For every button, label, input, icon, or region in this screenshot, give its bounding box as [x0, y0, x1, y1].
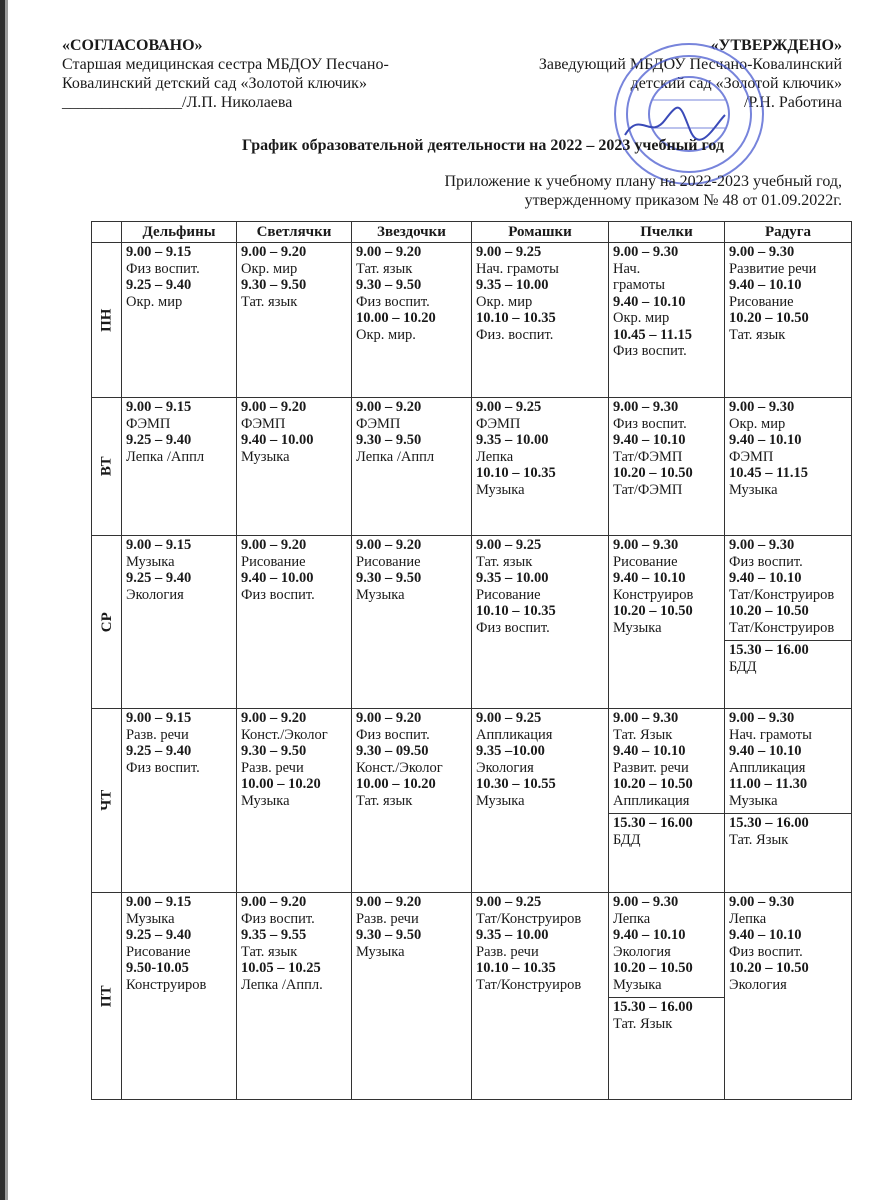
group-header: Пчелки — [609, 222, 725, 243]
activity-name: Музыка — [729, 792, 778, 809]
time-slot: 9.00 – 9.20 — [241, 710, 307, 726]
day-cell — [92, 243, 122, 398]
time-slot: 9.40 – 10.10 — [729, 570, 802, 586]
schedule-cell — [237, 709, 352, 893]
activity-name: Физ воспит. — [356, 293, 430, 310]
activity-name: Физ воспит. — [729, 553, 803, 570]
time-slot: 9.35 – 10.00 — [476, 927, 549, 943]
time-slot: 9.00 – 9.25 — [476, 399, 542, 415]
time-slot: 9.25 – 9.40 — [126, 927, 192, 943]
time-slot: 10.20 – 10.50 — [613, 465, 693, 481]
activity-name: Физ воспит. — [126, 759, 200, 776]
activity-name: Физ воспит. — [241, 586, 315, 603]
activity-name: Тат. Язык — [729, 831, 789, 848]
activity-name: Тат. язык — [241, 293, 298, 310]
activity-name: БДД — [729, 658, 757, 675]
activity-name: Тат/ФЭМП — [613, 481, 683, 498]
activity-name: Музыка — [241, 792, 290, 809]
time-slot: 10.20 – 10.50 — [613, 603, 693, 619]
activity-name: Лепка — [476, 448, 514, 465]
time-slot: 10.00 – 10.20 — [356, 310, 436, 326]
schedule-cell — [352, 709, 472, 893]
schedule-cell — [472, 536, 609, 709]
activity-name: Аппликация — [476, 726, 553, 743]
activity-name: Музыка — [476, 792, 525, 809]
time-slot: 9.25 – 9.40 — [126, 432, 192, 448]
activity-name: Физ. воспит. — [476, 326, 554, 343]
confirmed-title: «УТВЕРЖДЕНО» — [710, 37, 842, 54]
day-cell — [92, 893, 122, 1100]
time-slot: 9.00 – 9.30 — [613, 399, 679, 415]
schedule-cell — [725, 893, 852, 1100]
time-slot: 9.00 – 9.20 — [356, 710, 422, 726]
activity-name: Разв. речи — [476, 943, 539, 960]
approved-line-1: Старшая медицинская сестра МБДОУ Песчано- — [62, 56, 389, 73]
activity-name: Рисование — [241, 553, 306, 570]
time-slot: 10.20 – 10.50 — [729, 960, 809, 976]
table-row — [92, 893, 852, 1100]
time-slot: 9.00 – 9.25 — [476, 894, 542, 910]
activity-name: Окр. мир — [476, 293, 533, 310]
activity-name: Лепка — [729, 910, 767, 927]
table-row — [92, 243, 852, 398]
time-slot: 9.00 – 9.15 — [126, 244, 192, 260]
activity-name: Лепка /Аппл — [126, 448, 205, 465]
activity-name: Физ воспит. — [126, 260, 200, 277]
activity-name: Тат. язык — [356, 792, 413, 809]
time-slot: 9.00 – 9.30 — [729, 710, 795, 726]
activity-name: Нач. грамоты — [476, 260, 559, 277]
time-slot: 9.00 – 9.20 — [241, 244, 307, 260]
activity-name: Музыка — [613, 976, 662, 993]
time-slot: 9.30 – 9.50 — [356, 927, 422, 943]
activity-name: Экология — [613, 943, 671, 960]
activity-name: Физ воспит. — [241, 910, 315, 927]
time-slot: 9.30 – 09.50 — [356, 743, 429, 759]
activity-name: Тат. язык — [241, 943, 298, 960]
day-label: ПТ — [98, 985, 115, 1007]
time-slot: 9.00 – 9.30 — [613, 537, 679, 553]
schedule-cell — [609, 536, 725, 709]
day-cell — [92, 398, 122, 536]
group-header: Светлячки — [237, 222, 352, 243]
extra-session — [725, 813, 851, 848]
day-label: ПН — [98, 308, 115, 332]
activity-name: Музыка — [356, 943, 405, 960]
group-header: Звездочки — [352, 222, 472, 243]
scan-edge-shadow — [5, 0, 8, 1200]
activity-name: Тат. Язык — [613, 726, 673, 743]
time-slot: 9.00 – 9.20 — [241, 399, 307, 415]
time-slot: 9.00 – 9.20 — [241, 537, 307, 553]
appendix-note — [444, 172, 842, 210]
activity-name: Тат/ФЭМП — [613, 448, 683, 465]
time-slot: 9.40 – 10.10 — [613, 570, 686, 586]
activity-name: Физ воспит. — [729, 943, 803, 960]
appendix-line-2: утвержденному приказом № 48 от 01.09.2022г. — [524, 192, 842, 209]
time-slot: 9.50-10.05 — [126, 960, 189, 976]
time-slot: 10.05 – 10.25 — [241, 960, 321, 976]
schedule-cell — [609, 709, 725, 893]
schedule-cell — [609, 243, 725, 398]
time-slot: 9.35 – 10.00 — [476, 432, 549, 448]
extra-session — [609, 997, 724, 1032]
activity-name: Рисование — [476, 586, 541, 603]
time-slot: 10.20 – 10.50 — [613, 776, 693, 792]
time-slot: 9.40 – 10.00 — [241, 570, 314, 586]
activity-name: Лепка /Аппл — [356, 448, 435, 465]
activity-name: Разв. речи — [241, 759, 304, 776]
confirmed-line-1: Заведующий МБДОУ Песчано-Ковалинский — [538, 56, 842, 73]
activity-name: Физ воспит. — [613, 343, 687, 359]
time-slot: 9.40 – 10.10 — [729, 277, 802, 293]
schedule-cell — [237, 398, 352, 536]
time-slot: 9.40 – 10.10 — [613, 927, 686, 943]
extra-session — [609, 813, 724, 848]
activity-name: Экология — [729, 976, 787, 993]
schedule-cell — [725, 536, 852, 709]
activity-name: Физ воспит. — [356, 726, 430, 743]
activity-name: Лепка /Аппл. — [241, 976, 323, 993]
time-slot: 9.00 – 9.20 — [241, 894, 307, 910]
activity-name: ФЭМП — [729, 448, 774, 465]
time-slot: 10.45 – 11.15 — [613, 326, 692, 343]
schedule-cell — [122, 243, 237, 398]
time-slot: 9.00 – 9.30 — [613, 244, 679, 260]
time-slot: 9.35 – 10.00 — [476, 277, 549, 293]
schedule-cell — [237, 536, 352, 709]
day-cell — [92, 709, 122, 893]
time-slot: 10.10 – 10.35 — [476, 603, 556, 619]
activity-name: Лепка — [613, 910, 651, 927]
time-slot: 9.35 –10.00 — [476, 743, 545, 759]
activity-name: Окр. мир. — [356, 326, 416, 343]
activity-name: Развитие речи — [729, 260, 817, 277]
time-slot: 9.00 – 9.25 — [476, 710, 542, 726]
time-slot: 9.00 – 9.20 — [356, 399, 422, 415]
time-slot: 15.30 – 16.00 — [613, 815, 693, 831]
confirmed-line-2: детский сад «Золотой ключик» — [630, 75, 842, 92]
time-slot: 9.00 – 9.25 — [476, 244, 542, 260]
activity-name: Физ воспит. — [476, 619, 550, 636]
activity-name: Разв. речи — [356, 910, 419, 927]
activity-name: Музыка — [241, 448, 290, 465]
time-slot: 9.00 – 9.30 — [729, 244, 795, 260]
schedule-cell — [472, 398, 609, 536]
time-slot: 15.30 – 16.00 — [729, 642, 809, 658]
time-slot: 9.00 – 9.15 — [126, 894, 192, 910]
time-slot: 9.30 – 9.50 — [356, 570, 422, 586]
time-slot: 9.40 – 10.10 — [729, 927, 802, 943]
time-slot: 9.30 – 9.50 — [241, 743, 307, 759]
time-slot: 10.10 – 10.35 — [476, 465, 556, 481]
table-row — [92, 536, 852, 709]
activity-name: Музыка — [126, 553, 175, 570]
schedule-cell — [472, 893, 609, 1100]
activity-name: Разв. речи — [126, 726, 189, 743]
time-slot: 9.40 – 10.10 — [729, 432, 802, 448]
schedule-cell — [352, 243, 472, 398]
group-header: Ромашки — [472, 222, 609, 243]
time-slot: 10.30 – 10.55 — [476, 776, 556, 792]
activity-name: Рисование — [126, 943, 191, 960]
activity-name: Рисование — [729, 293, 794, 310]
time-slot: 9.35 – 10.00 — [476, 570, 549, 586]
time-slot: 9.00 – 9.30 — [613, 894, 679, 910]
activity-name: Музыка — [356, 586, 405, 603]
activity-name: Аппликация — [613, 792, 690, 809]
time-slot: 9.40 – 10.10 — [613, 432, 686, 448]
time-slot: 10.00 – 10.20 — [356, 776, 436, 792]
activity-name: Тат. язык — [729, 326, 786, 343]
activity-name: Тат/Конструиров — [476, 976, 582, 993]
time-slot: 9.00 – 9.20 — [356, 537, 422, 553]
activity-name: Рисование — [356, 553, 421, 570]
time-slot: 15.30 – 16.00 — [613, 999, 693, 1015]
time-slot: 9.25 – 9.40 — [126, 570, 192, 586]
activity-name: Аппликация — [729, 759, 806, 776]
schedule-cell — [352, 893, 472, 1100]
day-label: СР — [98, 612, 115, 632]
activity-name: Экология — [476, 759, 534, 776]
activity-name: Конструиров — [126, 976, 207, 993]
time-slot: 9.30 – 9.50 — [356, 277, 422, 293]
schedule-cell — [725, 398, 852, 536]
activity-name: Нач. грамоты — [729, 726, 812, 743]
activity-name: Физ воспит. — [613, 415, 687, 432]
time-slot: 10.45 – 11.15 — [729, 465, 808, 481]
table-row — [92, 709, 852, 893]
appendix-line-1: Приложение к учебному плану на 2022-2023 учебный год, — [444, 173, 842, 190]
activity-name: Тат/Конструиров — [476, 910, 582, 927]
activity-name: Музыка — [476, 481, 525, 498]
activity-name: Окр. мир — [729, 415, 786, 432]
activity-name: Тат. язык — [476, 553, 533, 570]
schedule-table — [91, 221, 852, 1100]
activity-name: ФЭМП — [356, 415, 401, 432]
schedule-cell — [352, 536, 472, 709]
approval-block — [62, 36, 389, 112]
group-header: Радуга — [725, 222, 852, 243]
activity-name: Нач. — [613, 260, 641, 277]
time-slot: 9.25 – 9.40 — [126, 277, 192, 293]
time-slot: 9.00 – 9.30 — [729, 399, 795, 415]
time-slot: 9.30 – 9.50 — [356, 432, 422, 448]
time-slot: 10.00 – 10.20 — [241, 776, 321, 792]
time-slot: 10.20 – 10.50 — [729, 310, 809, 326]
time-slot: 9.00 – 9.20 — [356, 894, 422, 910]
day-label: ЧТ — [98, 789, 115, 812]
schedule-cell — [122, 398, 237, 536]
confirmed-line-3: /Р.Н. Работина — [743, 94, 842, 111]
time-slot: 9.00 – 9.30 — [729, 537, 795, 553]
activity-name: Экология — [126, 586, 184, 603]
time-slot: 9.00 – 9.20 — [356, 244, 422, 260]
activity-name: Окр. мир — [241, 260, 298, 277]
schedule-cell — [122, 893, 237, 1100]
schedule-cell — [237, 243, 352, 398]
time-slot: 9.00 – 9.15 — [126, 399, 192, 415]
schedule-cell — [472, 243, 609, 398]
time-slot: 9.35 – 9.55 — [241, 927, 307, 943]
schedule-cell — [237, 893, 352, 1100]
time-slot: 10.20 – 10.50 — [613, 960, 693, 976]
schedule-cell — [725, 709, 852, 893]
activity-name: Конст./Эколог — [356, 759, 443, 776]
activity-name: Тат. Язык — [613, 1015, 673, 1032]
day-label: ВТ — [98, 456, 115, 477]
activity-name: Тат/Конструиров — [729, 586, 835, 603]
time-slot: 15.30 – 16.00 — [729, 815, 809, 831]
page-title: График образовательной деятельности на 2022 – 2023 учебный год — [242, 137, 724, 154]
time-slot: 9.00 – 9.15 — [126, 710, 192, 726]
time-slot: 11.00 – 11.30 — [729, 776, 808, 792]
time-slot: 10.10 – 10.35 — [476, 310, 556, 326]
time-slot: 9.00 – 9.30 — [729, 894, 795, 910]
approved-title: «СОГЛАСОВАНО» — [62, 37, 203, 54]
schedule-cell — [609, 398, 725, 536]
activity-name: Музыка — [126, 910, 175, 927]
activity-name: Тат/Конструиров — [729, 619, 835, 636]
time-slot: 9.40 – 10.10 — [613, 293, 686, 310]
activity-name: Музыка — [613, 619, 662, 636]
time-slot: 9.00 – 9.30 — [613, 710, 679, 726]
activity-name: Тат. язык — [356, 260, 413, 277]
time-slot: 9.40 – 10.00 — [241, 432, 314, 448]
activity-name: Окр. мир — [613, 310, 670, 326]
extra-session — [725, 640, 851, 675]
activity-name: грамоты — [613, 277, 665, 293]
time-slot: 9.30 – 9.50 — [241, 277, 307, 293]
activity-name: Конст./Эколог — [241, 726, 328, 743]
activity-name: БДД — [613, 831, 641, 848]
schedule-cell — [609, 893, 725, 1100]
time-slot: 9.25 – 9.40 — [126, 743, 192, 759]
activity-name: Рисование — [613, 553, 678, 570]
schedule-cell — [472, 709, 609, 893]
header-row — [92, 222, 852, 243]
group-header: Дельфины — [122, 222, 237, 243]
schedule-cell — [122, 709, 237, 893]
time-slot: 9.40 – 10.10 — [613, 743, 686, 759]
schedule-cell — [122, 536, 237, 709]
table-row — [92, 398, 852, 536]
activity-name: ФЭМП — [241, 415, 286, 432]
activity-name: Развит. речи — [613, 759, 689, 776]
time-slot: 9.00 – 9.15 — [126, 537, 192, 553]
approved-line-2: Ковалинский детский сад «Золотой ключик» — [62, 75, 367, 92]
schedule-cell — [352, 398, 472, 536]
time-slot: 9.40 – 10.10 — [729, 743, 802, 759]
activity-name: ФЭМП — [476, 415, 521, 432]
time-slot: 10.20 – 10.50 — [729, 603, 809, 619]
activity-name: Окр. мир — [126, 293, 183, 310]
schedule-cell — [725, 243, 852, 398]
approved-line-3: _______________/Л.П. Николаева — [62, 94, 293, 111]
activity-name: Конструиров — [613, 586, 694, 603]
time-slot: 10.10 – 10.35 — [476, 960, 556, 976]
activity-name: Музыка — [729, 481, 778, 498]
corner-cell — [92, 222, 122, 243]
day-cell — [92, 536, 122, 709]
activity-name: ФЭМП — [126, 415, 171, 432]
time-slot: 9.00 – 9.25 — [476, 537, 542, 553]
